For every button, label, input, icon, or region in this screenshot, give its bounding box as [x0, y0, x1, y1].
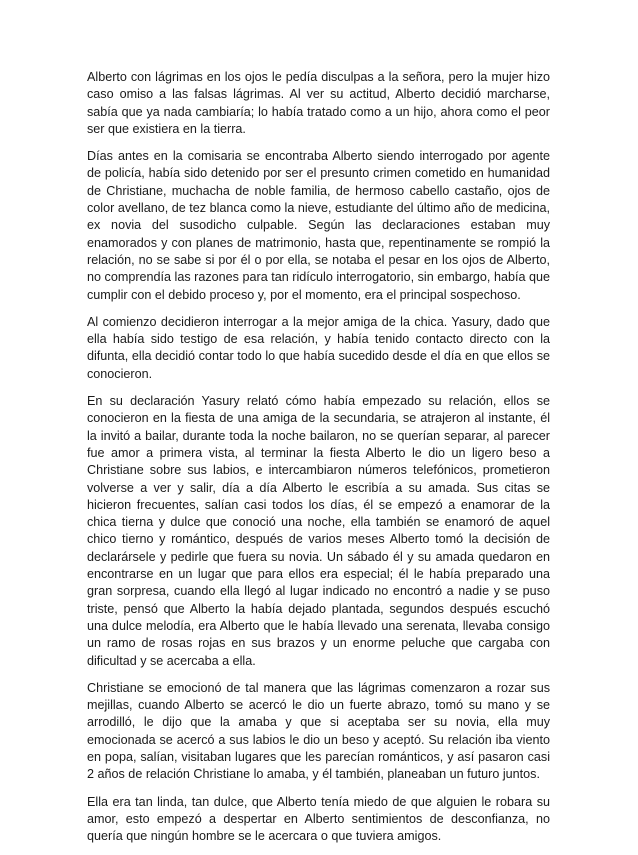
- paragraph: Christiane se emocionó de tal manera que las lágrimas comenzaron a rozar sus mejillas, cuando Alberto se acercó le dio un fuerte abrazo, tomó su mano y se arrodilló, le dijo que la amaba y que si aceptaba ser su novia, ella muy emocionada se acercó a sus labios le dio un beso y aceptó. Su relación iba viento en popa, salían, visitaban lugares que les parecían románticos, y así pasaron casi 2 años de relación Christiane lo amaba, y él también, planeaban un futuro juntos.: [87, 680, 550, 782]
- paragraph: Ella era tan linda, tan dulce, que Alberto tenía miedo de que alguien le robara su amor, esto empezó a despertar en Alberto sentimientos de desconfianza, no quería que ningún hombre se le acercara o que tuviera amigos.: [87, 794, 550, 844]
- paragraph: Días antes en la comisaria se encontraba Alberto siendo interrogado por agente de policía, había sido detenido por ser el presunto crimen cometido en humanidad de Christiane, muchacha de noble familia, de hermoso cabello castaño, ojos de color avellano, de tez blanca como la nieve, estudiante del último año de medicina, ex novia del susodicho culpable. Según las declaraciones estaban muy enamorados y con planes de matrimonio, hasta que, repentinamente se rompió la relación, no se sabe si por él o por ella, se notaba el pesar en los ojos de Alberto, no comprendía las razones para tan ridículo interrogatorio, sin embargo, había que cumplir con el debido proceso y, por el momento, era el principal sospechoso.: [87, 149, 550, 302]
- paragraph: Al comienzo decidieron interrogar a la mejor amiga de la chica. Yasury, dado que ella había sido testigo de esa relación, y había tenido contacto directo con la difunta, ella decidió contar todo lo que había sucedido desde el día en que ellos se conocieron.: [87, 314, 550, 381]
- paragraph: En su declaración Yasury relató cómo había empezado su relación, ellos se conocieron en la fiesta de una amiga de la secundaria, se atrajeron al instante, él la invitó a bailar, durante toda la noche bailaron, no se querían separar, al parecer fue amor a primera vista, al terminar la fiesta Alberto le dio un ligero beso a Christiane sobre sus labios, e intercambiaron números telefónicos, prometieron volverse a ver y salir, día a día Alberto le escribía a su amada. Sus citas se hicieron frecuentes, salían casi todos los días, él se empezó a enamorar de la chica tierna y dulce que conoció una noche, ella también se enamoró de aquel chico tierno y romántico, después de varios meses Alberto tomó la decisión de declarársele y pedirle que fuera su novia. Un sábado él y su amada quedaron en encontrarse en un lugar que para ellos era especial; él le había preparado una gran sorpresa, cuando ella llegó al lugar indicado no encontró a nadie y se puso triste, pensó que Alberto la había dejado plantada, segundos después escuchó una dulce melodía, era Alberto que le había llevado una serenata, llevaba consigo un ramo de rosas rojas en sus brazos y un enorme peluche que cargaba con dificultad y se acercaba a ella.: [87, 394, 550, 668]
- document-page: [87, 69, 550, 855]
- paragraph: Alberto con lágrimas en los ojos le pedía disculpas a la señora, pero la mujer hizo caso omiso a las falsas lágrimas. Al ver su actitud, Alberto decidió marcharse, sabía que ya nada cambiaría; lo había tratado como a un hijo, ahora como el peor ser que existiera en la tierra.: [87, 70, 550, 136]
